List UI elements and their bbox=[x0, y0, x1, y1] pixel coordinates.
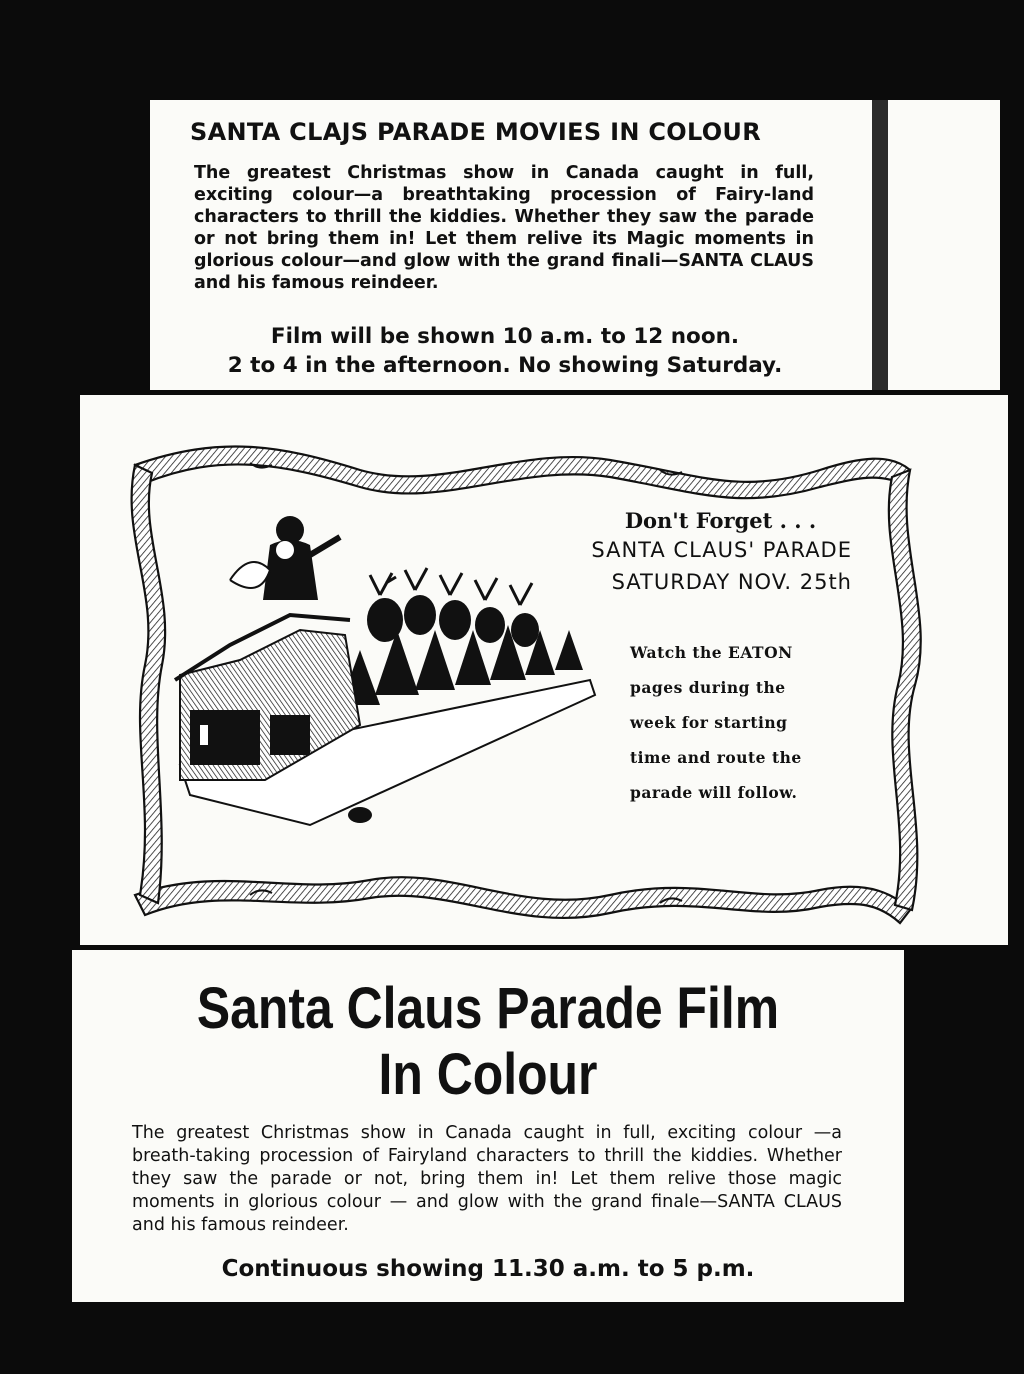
clipping-body: The greatest Christmas show in Canada caught in full, exciting colour—a breathtaking procession of Fairy-land characters to thrill the kiddies. Whether they saw the parade or not bring them in! Let them relive its Magic moments in glorious colour—and glow with the grand finali—SANTA CLAUS and his famous reindeer. bbox=[194, 163, 814, 293]
showing-line-2: 2 to 4 in the afternoon. No showing Saturday. bbox=[227, 353, 783, 378]
title-line-1: Santa Claus Parade Film bbox=[196, 976, 780, 1041]
title-line-2: In Colour bbox=[378, 1042, 598, 1107]
clipping-title: SANTA CLAJS PARADE MOVIES IN COLOUR bbox=[190, 118, 761, 146]
edge-shadow bbox=[872, 100, 888, 390]
dont-forget-heading: Don't Forget . . . bbox=[624, 508, 817, 533]
showing-line-1: Film will be shown 10 a.m. to 12 noon. bbox=[270, 324, 740, 349]
clipping-movies-in-colour bbox=[150, 100, 1000, 390]
clipping-title bbox=[130, 976, 846, 1108]
watch-eaton-note: Watch the EATON pages during the week for starting time and route the parade will follow. bbox=[630, 643, 802, 802]
clipping-parade-film bbox=[72, 950, 904, 1302]
showing-times bbox=[190, 322, 820, 380]
clipping-body: The greatest Christmas show in Canada caught in full, exciting colour —a breath-taking procession of Fairyland characters to thrill the kiddies. Whether they saw the parade or not, bring them in! Let them relive those magic moments in glorious colour — and glow with the grand finale—SANTA CLAUS and his famous reindeer. bbox=[132, 1123, 842, 1235]
showing-times: Continuous showing 11.30 a.m. to 5 p.m. bbox=[221, 1256, 755, 1282]
parade-name: SANTA CLAUS' PARADE bbox=[591, 538, 852, 562]
clipping-dont-forget-parade bbox=[80, 395, 1008, 945]
parade-date: SATURDAY NOV. 25th bbox=[611, 570, 852, 594]
